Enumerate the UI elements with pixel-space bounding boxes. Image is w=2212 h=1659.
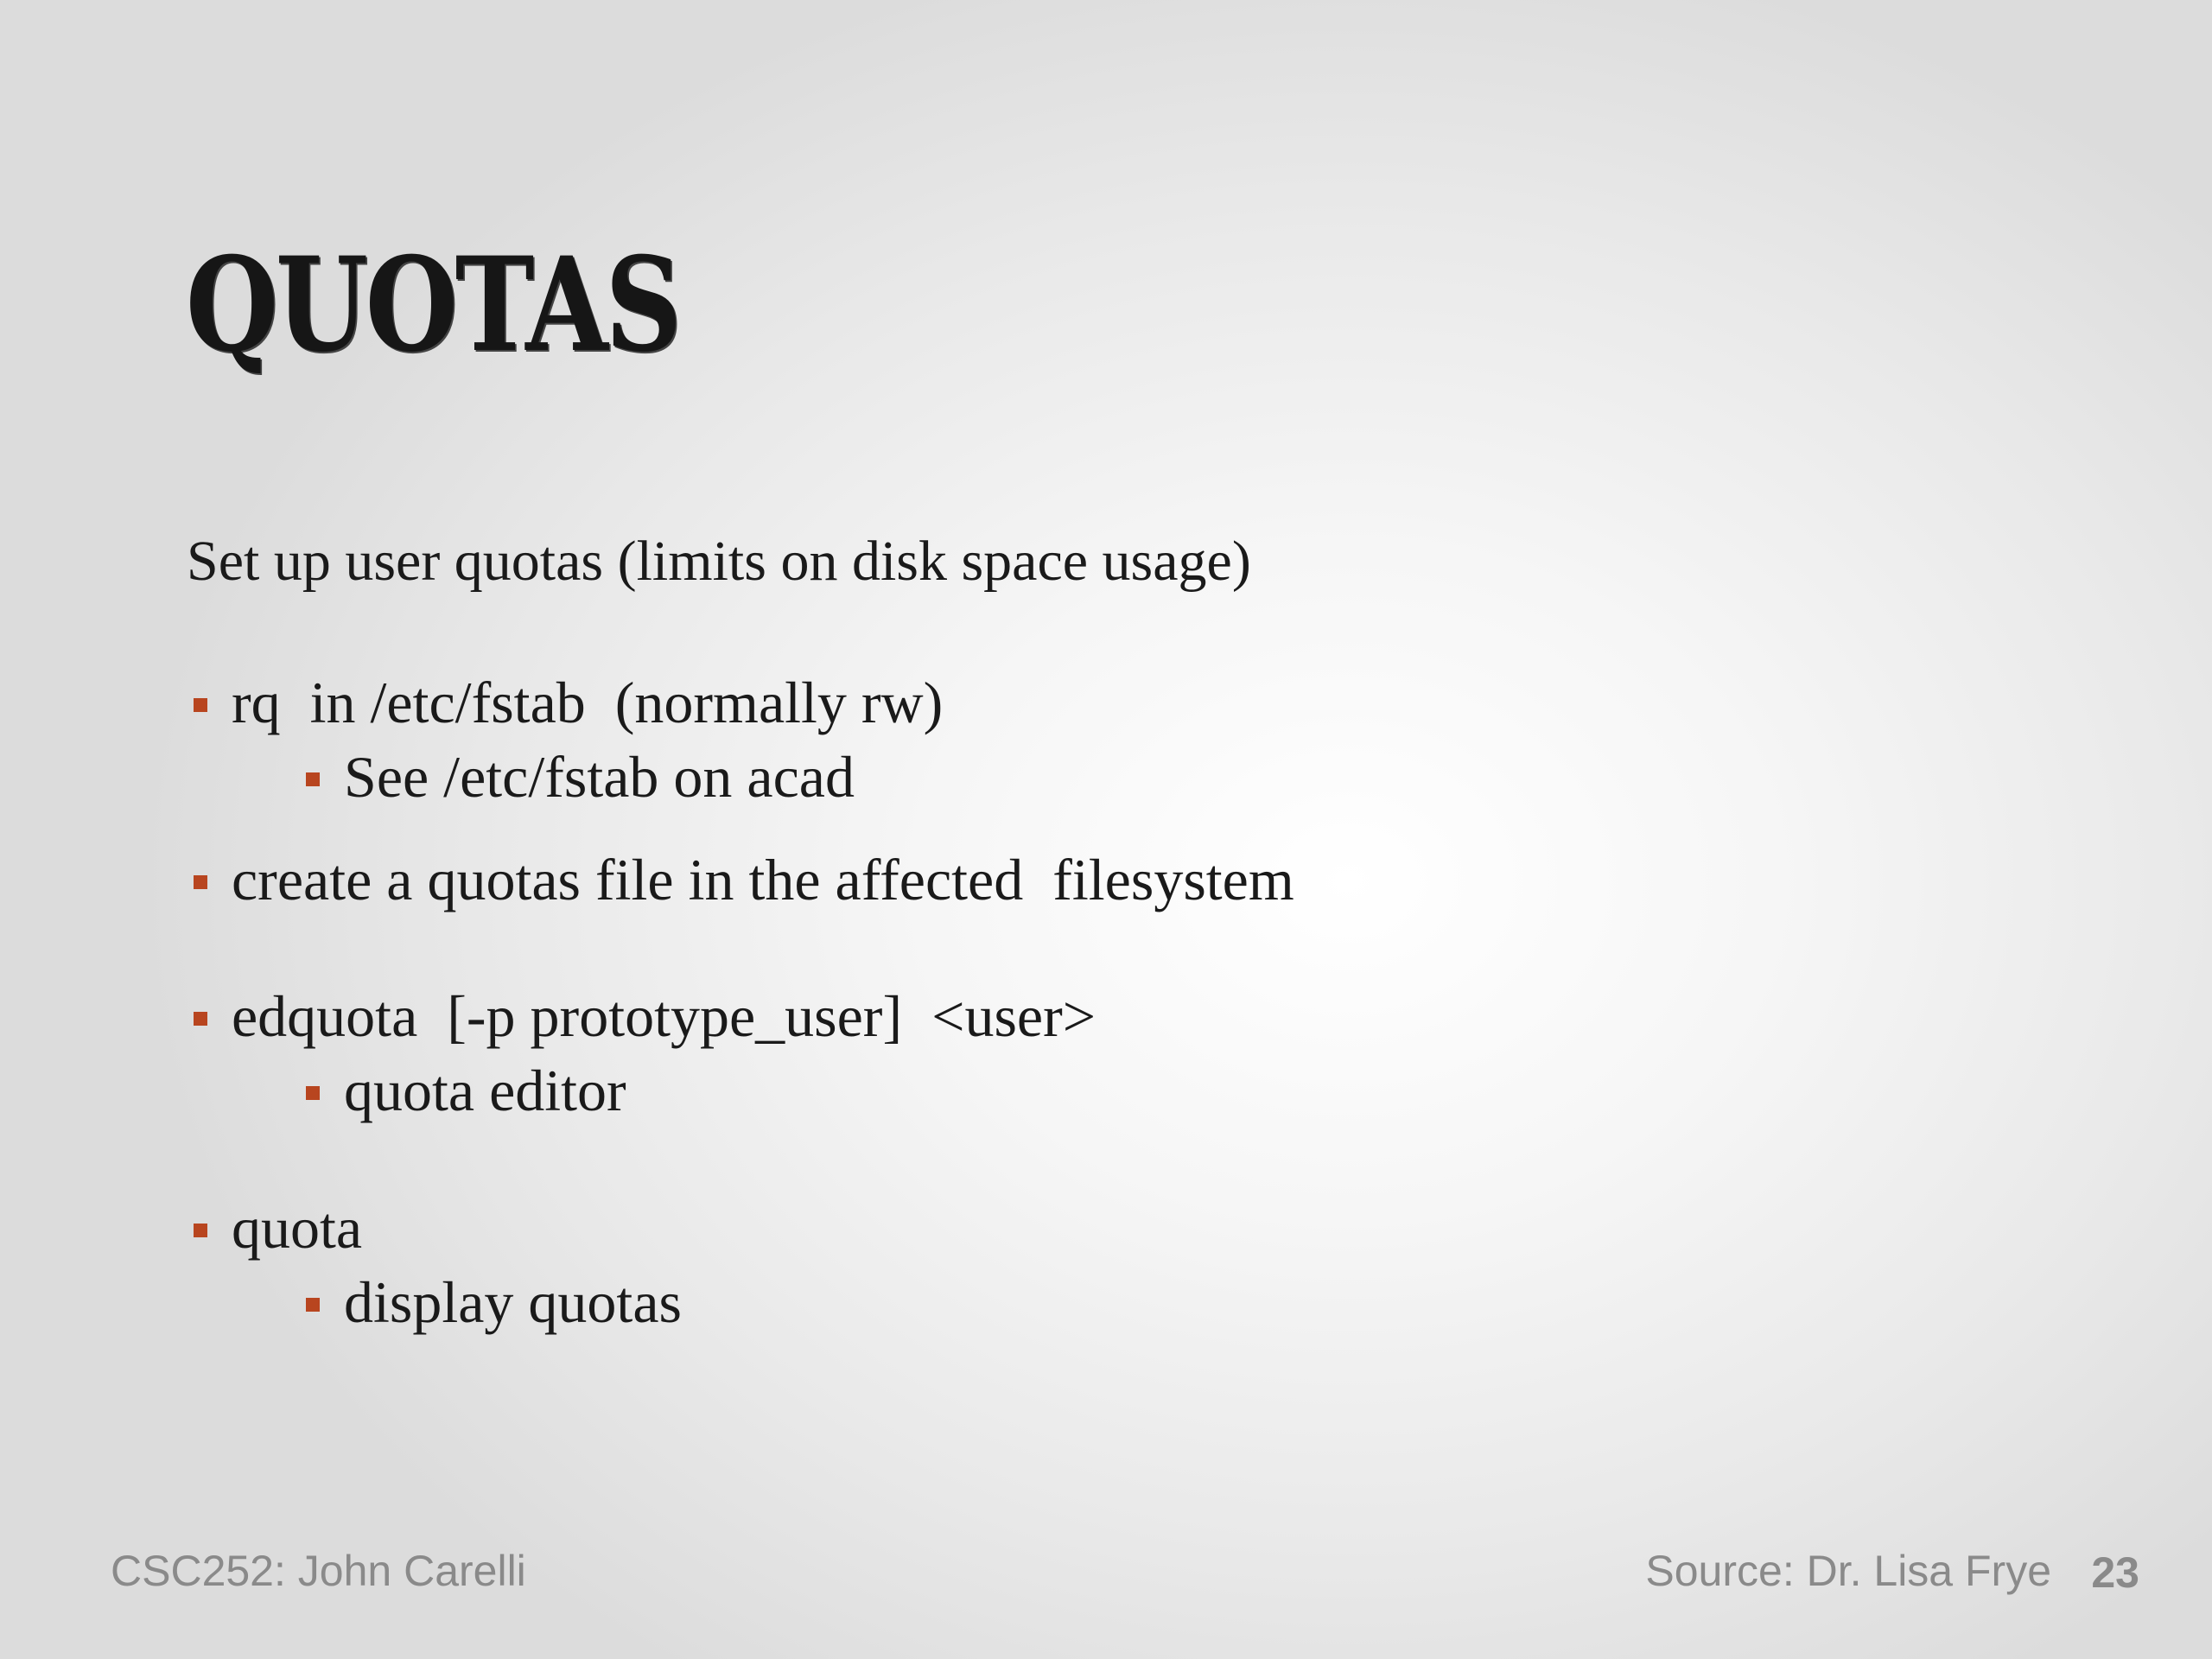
bullet-group-fstab bbox=[187, 665, 944, 814]
bullet-group-edquota bbox=[187, 979, 1096, 1128]
list-item bbox=[187, 665, 944, 740]
page-number: 23 bbox=[2091, 1548, 2139, 1597]
square-bullet-icon bbox=[306, 1298, 320, 1312]
square-bullet-icon bbox=[194, 1224, 207, 1237]
square-bullet-icon bbox=[306, 772, 320, 786]
bullet-group-quota bbox=[187, 1191, 682, 1339]
bullet-text: quota bbox=[232, 1195, 363, 1261]
square-bullet-icon bbox=[194, 1012, 207, 1026]
bullet-text: create a quotas file in the affected filesystem bbox=[232, 847, 1294, 912]
slide-title: QUOTAS bbox=[186, 229, 679, 381]
square-bullet-icon bbox=[194, 875, 207, 889]
intro-text: Set up user quotas (limits on disk space usage) bbox=[187, 530, 1251, 593]
sub-bullet-text: See /etc/fstab on acad bbox=[344, 744, 855, 810]
list-item bbox=[187, 1191, 363, 1265]
bullet-text: rq in /etc/fstab (normally rw) bbox=[232, 670, 944, 735]
footer-course-author: CSC252: John Carelli bbox=[111, 1547, 526, 1595]
square-bullet-icon bbox=[306, 1086, 320, 1100]
sub-bullet-text: quota editor bbox=[344, 1058, 626, 1123]
footer-source: Source: Dr. Lisa Frye bbox=[1645, 1547, 2051, 1595]
list-item bbox=[187, 979, 1096, 1053]
sub-bullet-text: display quotas bbox=[344, 1269, 682, 1335]
square-bullet-icon bbox=[194, 698, 207, 712]
bullet-text: edquota [-p prototype_user] <user> bbox=[232, 983, 1096, 1049]
